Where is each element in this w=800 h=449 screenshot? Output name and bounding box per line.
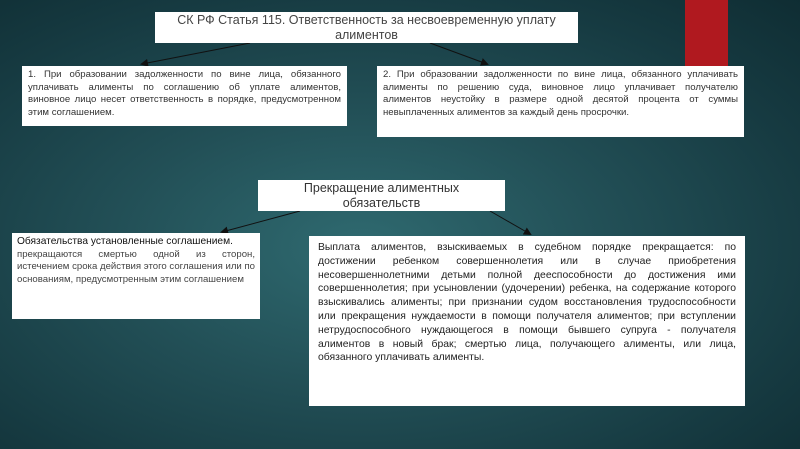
agreement-text: прекращаются смертью одной из сторон, истечением срока действия этого соглашения или по основаниям, предусмотренным этим соглашением (17, 248, 255, 285)
arrow-to-item2 (430, 43, 487, 64)
article-title: СК РФ Статья 115. Ответственность за несвоевременную уплату алиментов (155, 12, 578, 43)
court-alimony-termination: Выплата алиментов, взыскиваемых в судебном порядке прекращается: по достижении ребенком совершеннолетия или в случае приобретения несовершеннолетними детьми полной дееспособности до достижения ими совершеннолетия; при усыновлении (удочерении) ребенка, на содержание которого взыскивались алименты; при признании судом восстановления трудоспособности или прекращения нуждаемости в помощи получателя алиментов; при вступлении нетрудоспособного нуждающегося в помощи бывшего супруга - получателя алиментов в новый брак; смертью лица, получающего алименты, или лица, обязанного уплачивать алименты. (309, 236, 745, 406)
red-accent-bar (685, 0, 728, 67)
responsibility-item-2: 2. При образовании задолженности по вине лица, обязанного уплачивать алименты по решению суда, виновное лицо уплачивает получателю алиментов неустойку в размере одной десятой процента от суммы невыплаченных алиментов за каждый день просрочки. (377, 66, 744, 137)
termination-title: Прекращение алиментных обязательств (258, 180, 505, 211)
responsibility-item-1: 1. При образовании задолженности по вине лица, обязанного уплачивать алименты по соглашению об уплате алиментов, виновное лицо несет ответственность в порядке, предусмотренном этим соглашением. (22, 66, 347, 126)
arrow-to-agreement (222, 211, 300, 232)
agreement-heading: Обязательства установленные соглашением. (17, 236, 233, 247)
arrow-to-court (490, 211, 530, 234)
agreement-obligations-box (12, 233, 260, 319)
arrow-to-item1 (142, 43, 250, 64)
